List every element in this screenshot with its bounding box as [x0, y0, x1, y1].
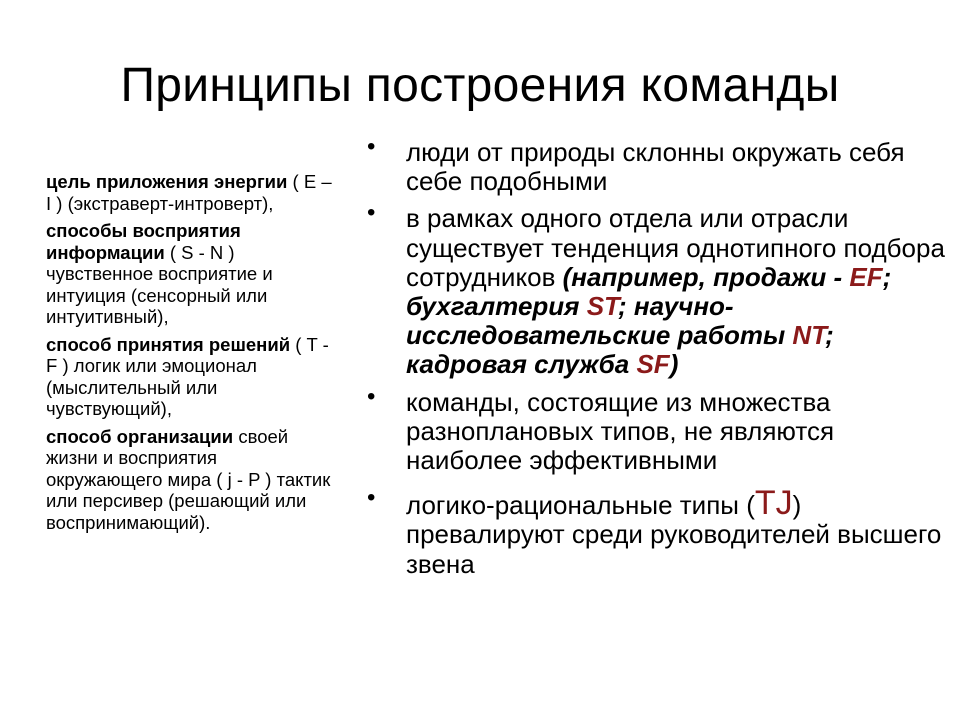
- bullet-text: ) превалируют среди руководителей высшего звена: [406, 490, 942, 579]
- type-sf: SF: [636, 349, 670, 380]
- left-item: [46, 334, 336, 420]
- left-item-heading: способы восприятия информации: [46, 220, 241, 263]
- bullet-item: [367, 133, 947, 197]
- bullet-dot-icon: •: [367, 199, 376, 227]
- left-column: [46, 171, 336, 539]
- type-ef: EF: [849, 261, 883, 292]
- bullet-text: команды, состоящие из множества разноплановых типов, не являются наиболее эффективными: [406, 386, 835, 476]
- slide-title: Принципы построения команды: [120, 59, 840, 112]
- left-item: [46, 171, 336, 214]
- bullet-text: в рамках одного отдела или отрасли существует тенденция однотипного подбора сотрудников: [406, 203, 945, 292]
- bullet-item: [367, 199, 947, 380]
- left-item-heading: способ организации: [46, 425, 234, 447]
- left-item-text: ( T - F ) логик или эмоционал (мыслительный или чувствующий),: [46, 333, 329, 419]
- bullet-item: [367, 382, 947, 476]
- bullet-text: логико-рациональные типы (: [406, 490, 755, 521]
- bullet-dot-icon: •: [367, 382, 376, 410]
- bullet-example: (например, продажи - EF; бухгалтерия ST; научно-исследовательские работы NT; кадровая служба SF): [406, 261, 892, 380]
- left-item-text: ( E – I ) (экстраверт-интроверт),: [46, 171, 332, 214]
- type-nt: NT: [792, 320, 826, 351]
- left-item-text: ( S - N ) чувственное восприятие и интуиция (сенсорный или интуитивный),: [46, 241, 273, 327]
- bullet-text: люди от природы склонны окружать себя себе подобными: [406, 137, 905, 197]
- left-item-text: своей жизни и восприятия окружающего мира ( j - P ) тактик или персивер (решающий или воспринимающий).: [46, 425, 331, 533]
- bullet-item: [367, 484, 947, 579]
- right-column: [367, 133, 947, 587]
- bullet-dot-icon: •: [367, 484, 376, 512]
- left-item-heading: цель приложения энергии: [46, 171, 288, 192]
- left-item: [46, 426, 336, 534]
- type-st: ST: [586, 291, 619, 322]
- left-item-heading: способ принятия решений: [46, 333, 291, 355]
- bullet-dot-icon: •: [367, 133, 376, 160]
- left-item: [46, 220, 336, 328]
- type-tj: TJ: [754, 484, 793, 523]
